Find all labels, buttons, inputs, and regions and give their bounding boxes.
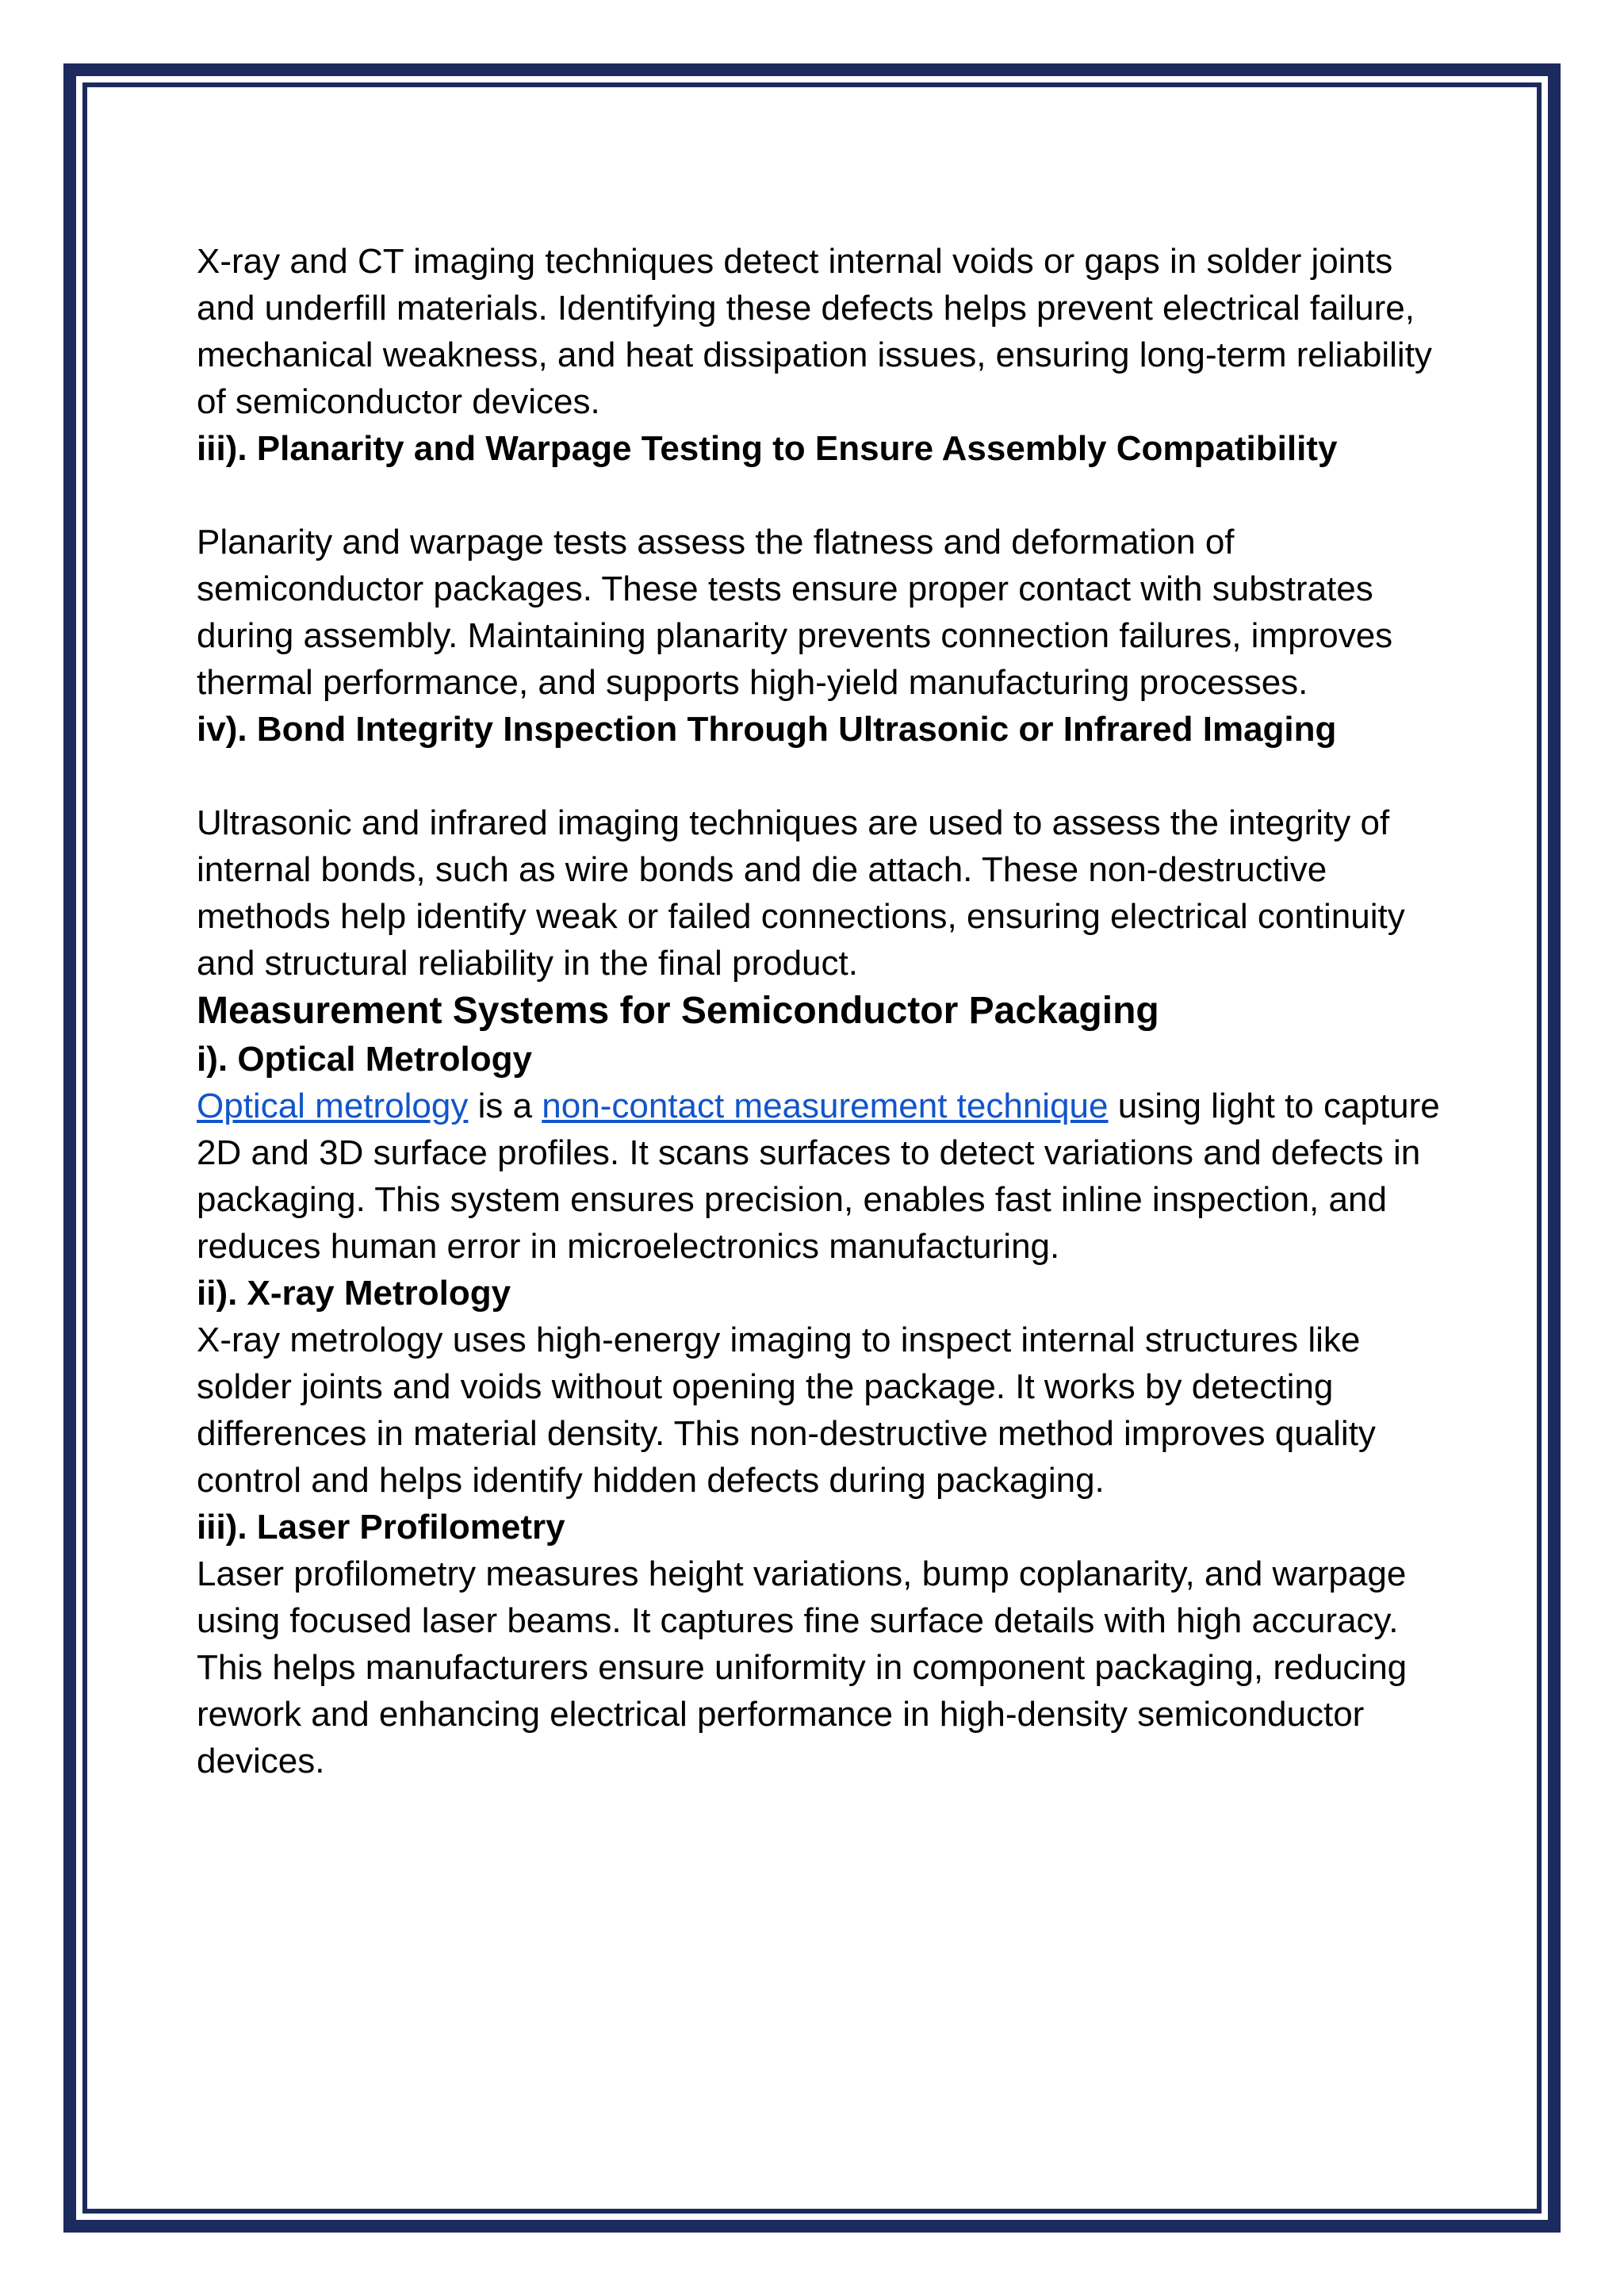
paragraph-optical-metrology (197, 1083, 1442, 1270)
paragraph-xray-metrology: X-ray metrology uses high-energy imaging to inspect internal structures like solder joints and voids without opening the package. It works by detecting differences in material density. This non-destructive method improves quality control and helps identify hidden defects during packaging. (197, 1320, 1376, 1500)
optical-metrology-link[interactable]: Optical metrology (197, 1087, 469, 1125)
document-body (197, 238, 1442, 1784)
optical-text-mid: is a (468, 1087, 542, 1125)
heading-xray-metrology: ii). X-ray Metrology (197, 1274, 511, 1313)
optical-text-rest: using light to capture 2D and 3D surface profiles. It scans surfaces to detect variations and defects in packaging. This system ensures precision, enables fast inline inspection, and reduces human error in microelectronics manufacturing. (197, 1087, 1440, 1266)
heading-laser-profilometry: iii). Laser Profilometry (197, 1508, 565, 1547)
heading-optical-metrology: i). Optical Metrology (197, 1040, 532, 1079)
paragraph-laser-profilometry: Laser profilometry measures height variations, bump coplanarity, and warpage using focused laser beams. It captures fine surface details with high accuracy. This helps manufacturers ensure uniformity in component packaging, reducing rework and enhancing electrical performance in high-density semiconductor devices. (197, 1554, 1408, 1780)
paragraph-bond-integrity: Ultrasonic and infrared imaging techniques are used to assess the integrity of internal bonds, such as wire bonds and die attach. These non-destructive methods help identify weak or failed connections, ensuring electrical continuity and structural reliability in the final product. (197, 803, 1405, 983)
paragraph-xray-ct: X-ray and CT imaging techniques detect internal voids or gaps in solder joints and underfill materials. Identifying these defects helps prevent electrical failure, mechanical weakness, and heat dissipation issues, ensuring long-term reliability of semiconductor devices. (197, 242, 1432, 421)
heading-bond-integrity: iv). Bond Integrity Inspection Through Ultrasonic or Infrared Imaging (197, 710, 1337, 749)
heading-planarity-warpage: iii). Planarity and Warpage Testing to Ensure Assembly Compatibility (197, 429, 1338, 468)
section-title-measurement-systems: Measurement Systems for Semiconductor Packaging (197, 990, 1159, 1032)
paragraph-planarity-warpage: Planarity and warpage tests assess the flatness and deformation of semiconductor packages. These tests ensure proper contact with substrates during assembly. Maintaining planarity prevents connection failures, improves thermal performance, and supports high-yield manufacturing processes. (197, 523, 1393, 702)
non-contact-measurement-link[interactable]: non-contact measurement technique (542, 1087, 1109, 1125)
